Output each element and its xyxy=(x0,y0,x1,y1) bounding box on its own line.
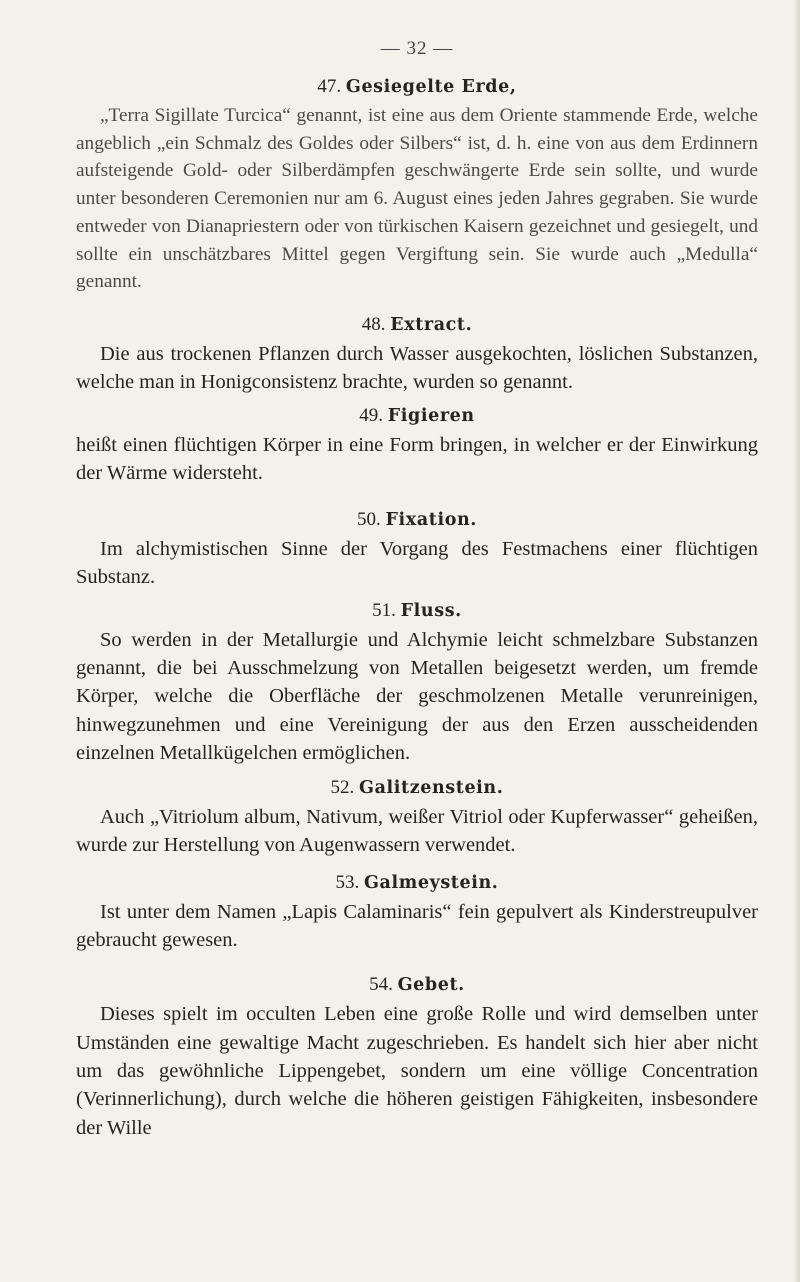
entry-heading xyxy=(76,505,758,535)
entry-heading xyxy=(76,310,758,340)
entry-text: Im alchymistischen Sinne der Vorgang des Festmachens einer flüchtigen Substanz. xyxy=(76,538,758,589)
entry-number: 48. xyxy=(361,313,386,335)
entry-number: 50. xyxy=(357,509,381,531)
entry-number: 49. xyxy=(359,404,384,426)
entry-number: 51. xyxy=(372,599,396,621)
entry-heading xyxy=(76,868,758,898)
entry-heading xyxy=(76,773,758,803)
entry-text: Die aus trockenen Pflanzen durch Wasser ausgekochten, löslichen Substanzen, welche man in Honigconsistenz brachte, wurden so genannt. xyxy=(76,342,758,394)
entry-number: 47. xyxy=(317,76,342,97)
entry-term: Fixation. xyxy=(385,510,477,531)
entry-text: Auch „Vitriolum album, Nativum, weißer Vitriol oder Kupferwasser“ geheißen, wurde zur Herstellung von Augenwassern verwendet. xyxy=(76,806,758,857)
entry-heading xyxy=(76,596,758,626)
entry-50 xyxy=(76,505,758,592)
entry-53 xyxy=(76,868,758,955)
entry-term: Figieren xyxy=(387,405,475,426)
entry-term: Gebet. xyxy=(397,975,465,996)
entry-number: 54. xyxy=(369,974,393,996)
entry-text: heißt einen flüchtigen Körper in eine Form bringen, in welcher er der Einwirkung der Wärme widersteht. xyxy=(76,433,758,484)
entry-text: So werden in der Metallurgie und Alchymie leicht schmelzbare Substanzen genannt, die bei Ausschmelzung von Metallen beigesetzt werden, um fremde Körper, welche die Oberfläche der geschmolzenen Metalle verunreinigen, hinwegzunehmen und eine Vereinigung der aus den Erzen ausscheidenden einzelnen Metallkügelchen ermöglichen. xyxy=(76,628,758,764)
entry-48 xyxy=(76,310,758,397)
entry-text: Ist unter dem Namen „Lapis Calaminaris“ fein gepulvert als Kinderstreupulver gebraucht gewesen. xyxy=(76,900,758,952)
entry-52 xyxy=(76,773,758,860)
entry-term: Galitzenstein. xyxy=(359,778,504,799)
entry-term: Extract. xyxy=(390,314,473,335)
entry-49 xyxy=(76,401,758,488)
page-number: — 32 — xyxy=(380,38,454,59)
entry-51 xyxy=(76,596,758,767)
entry-text: Dieses spielt im occulten Leben eine große Rolle und wird demselben unter Umständen eine gewaltige Macht zugeschrieben. Es handelt sich hier aber nicht um das gewöhnliche Lippengebet, sondern um eine völlige Concentration (Verinnerlichung), durch welche die höheren geistigen Fähigkeiten, insbesondere der Wille xyxy=(76,1003,758,1139)
book-page xyxy=(76,0,758,1142)
entry-heading xyxy=(76,970,758,1000)
entry-number: 52. xyxy=(330,777,355,799)
entry-heading xyxy=(76,401,758,431)
entry-number: 53. xyxy=(335,871,360,893)
entry-heading xyxy=(76,72,758,102)
entry-54 xyxy=(76,970,758,1141)
entry-term: Galmeystein. xyxy=(364,872,499,893)
page-edge-shadow xyxy=(794,0,800,1282)
entry-term: Gesiegelte Erde, xyxy=(345,77,517,97)
entry-47 xyxy=(76,72,758,296)
entry-text: „Terra Sigillate Turcica“ genannt, ist eine aus dem Oriente stammende Erde, welche angeblich „ein Schmalz des Goldes oder Silbers“ ist, d. h. eine von aus dem Erdinnern aufsteigende Gold- oder Silberdämpfen geschwängerte Erde sein sollte, und wurde unter besonderen Ceremonien nur am 6. August eines jeden Jahres gegraben. Sie wurde entweder von Dianapriestern oder von türkischen Kaisern gezeichnet und gesiegelt, und sollte ein unschätzbares Mittel gegen Vergiftung sein. Sie wurde auch „Medulla“ genannt. xyxy=(76,105,758,293)
entry-term: Fluss. xyxy=(400,600,462,621)
